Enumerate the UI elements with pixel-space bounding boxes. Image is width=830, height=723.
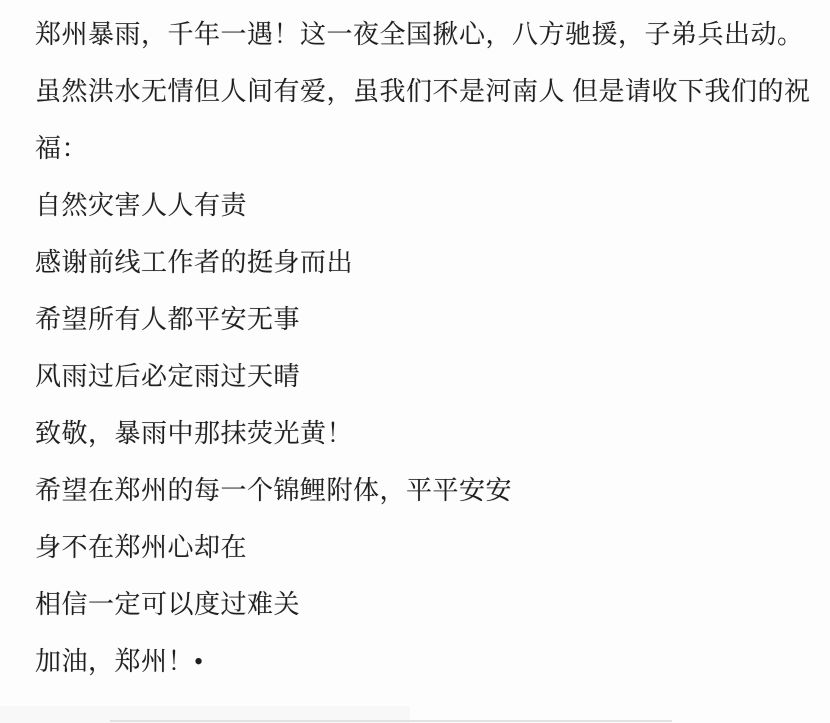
text-line: 感谢前线工作者的挺身而出 xyxy=(35,248,354,277)
text-line-headline: 郑州暴雨，千年一遇！这一夜全国揪心，八方驰援，子弟兵出动。 xyxy=(35,20,804,49)
bottom-edge-divider xyxy=(110,720,672,722)
text-line-wrap-continuation: 福： xyxy=(35,134,89,163)
text-line: 致敬，暴雨中那抹荧光黄！ xyxy=(35,419,354,448)
text-line: 身不在郑州心却在 xyxy=(35,533,248,562)
text-line: 虽然洪水无情但人间有爱，虽我们不是河南人 但是请收下我们的祝 xyxy=(35,77,811,106)
text-line: 希望在郑州的每一个锦鲤附体，平平安安 xyxy=(35,476,513,505)
text-line: 希望所有人都平安无事 xyxy=(35,305,301,334)
text-line: 自然灾害人人有责 xyxy=(35,191,248,220)
text-line: 风雨过后必定雨过天晴 xyxy=(35,362,301,391)
text-line-closing: 加油，郑州！• xyxy=(35,647,204,676)
text-line: 相信一定可以度过难关 xyxy=(35,590,301,619)
